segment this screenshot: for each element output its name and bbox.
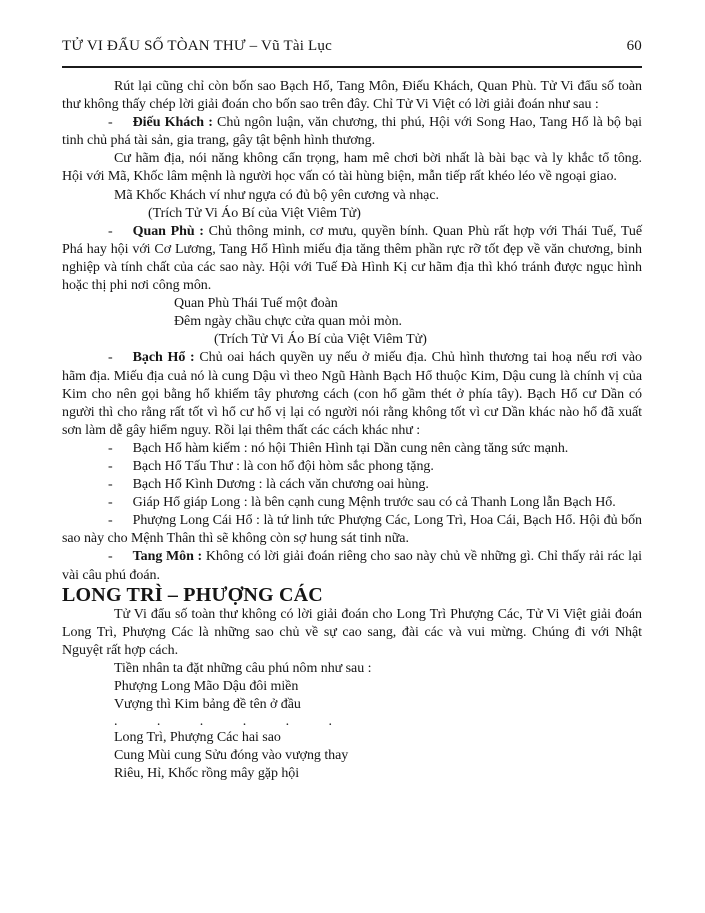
- verse-line: Riêu, Hỉ, Khốc rồng mây gặp hội: [114, 766, 300, 782]
- bullet-dash: -: [108, 495, 113, 511]
- paragraph: Cư hãm địa, nói năng không cẩn trọng, ham mê chơi bời nhất là bài bạc và ly khắc tổ tông. Hội với Mã, Khốc lâm mệnh là người học vấn có tài hùng biện, mẫn tiếp rất khéo léo về ngoại giao.: [62, 151, 642, 185]
- verse-line: Vượng thì Kim bảng đề tên ở đầu: [114, 697, 301, 713]
- bullet-dash: -: [108, 458, 113, 474]
- bullet-dash: -: [108, 477, 113, 493]
- bullet-label: Quan Phù :: [132, 223, 204, 239]
- bullet-text: Phượng Long Cái Hổ : là tứ linh tức Phượng Các, Long Trì, Hoa Cái, Bạch Hổ. Hội đủ bốn sao này cho Mệnh Thân thì sẽ không còn sợ hung sát tinh nữa.: [62, 513, 642, 547]
- paragraph: Tử Vi đẩu số toàn thư không có lời giải đoán cho Long Trì Phượng Các, Tử Vi Việt giải đoán Long Trì, Phượng Các là những sao chủ về sự cao sang, đài các và vui mừng. Chúng đi với Nhật Nguyệt rất hợp cách.: [62, 606, 642, 658]
- paragraph: Mã Khốc Khách ví như ngựa có đủ bộ yên cương và nhạc.: [114, 187, 439, 203]
- bullet-text: Chủ oai hách quyền uy nếu ở miếu địa. Chủ hình thương tai hoạ nếu rơi vào hãm địa. Miếu địa cuả nó là cung Dậu vì theo Ngũ Hành Bạch Hổ thuộc Kim, Dậu cung là chính vị của Kim cho nên gọi bằng hổ khiếm tây phương cách (con hổ gầm thét ở phía tây). Bạch Hổ cư Dần có người thì cho rằng rất tốt vì hổ cư hổ vị lại có người nói rằng không tốt vì cư Dần khác nào hổ đã xuất sơn làm dễ gây hiểm nguy. Rồi lại thêm thất các cách khác như :: [62, 350, 642, 438]
- bullet-item: [62, 440, 642, 458]
- bullet-dash: -: [108, 549, 113, 565]
- section-heading: LONG TRÌ – PHƯỢNG CÁC: [62, 583, 323, 606]
- bullet-dash: -: [108, 350, 113, 366]
- citation-line: (Trích Tử Vi Áo Bí của Việt Viêm Tử): [214, 332, 427, 348]
- bullet-text: Bạch Hổ Kình Dương : là cách văn chương oai hùng.: [132, 477, 429, 493]
- page-header: [62, 38, 642, 68]
- bullet-label: Tang Môn :: [132, 549, 203, 565]
- verse-line: Long Trì, Phượng Các hai sao: [114, 730, 281, 746]
- bullet-text: Chủ thông minh, cơ mưu, quyền bính. Quan Phù rất hợp với Thái Tuế, Tuế Phá hay hội với Cơ Lương, Tang Hổ Hình miếu địa tăng thêm phần rực rỡ tốt đẹp về văn chương, binh nghiệp và tính chất của các sao này. Hội với Tuế Đà Hình Kị cư hãm địa thì khó tránh được ngục hình hoặc thị phi nơi công môn.: [62, 223, 643, 294]
- bullet-text: Không có lời giải đoán riêng cho sao này chủ về những gì. Chỉ thấy rải rác lại vài câu phú đoán.: [62, 549, 642, 583]
- bullet-text: Bạch Hổ Tấu Thư : là con hổ đội hòm sắc phong tặng.: [132, 458, 434, 474]
- page-header-title: TỬ VI ĐẨU SỐ TÒAN THƯ – Vũ Tài Lục: [62, 38, 332, 54]
- bullet-dash: -: [108, 513, 113, 529]
- verse-line: Quan Phù Thái Tuế một đoàn: [174, 296, 338, 312]
- page-content: [62, 78, 642, 783]
- bullet-text: Bạch Hổ hàm kiếm : nó hội Thiên Hình tại Dần cung nên càng tăng sức mạnh.: [132, 440, 569, 456]
- bullet-dash: -: [108, 440, 113, 456]
- bullet-label: Bạch Hổ :: [132, 350, 195, 366]
- bullet-text: Chủ ngôn luận, văn chương, thi phú, Hội với Song Hao, Tang Hổ là bộ bại tinh chủ phá tài sản, gia trang, gây tật bệnh hình thương.: [62, 115, 642, 149]
- page-number: 60: [626, 38, 642, 54]
- dots-separator: . . . . . .: [114, 714, 332, 730]
- verse-line: Phượng Long Mão Dậu đôi miền: [114, 679, 299, 694]
- bullet-item: [62, 548, 642, 584]
- paragraph: Tiền nhân ta đặt những câu phú nôm như sau :: [114, 660, 372, 676]
- bullet-item: [62, 223, 642, 295]
- verse-line: Đêm ngày chầu chực cửa quan mỏi mòn.: [174, 314, 402, 330]
- bullet-item: [62, 494, 642, 512]
- bullet-item: [62, 476, 642, 494]
- bullet-item: [62, 349, 642, 439]
- bullet-label: Điếu Khách :: [132, 115, 213, 131]
- citation-line: (Trích Tử Vi Áo Bí của Việt Viêm Tử): [148, 205, 361, 221]
- paragraph: Rút lại cũng chỉ còn bốn sao Bạch Hổ, Tang Môn, Điếu Khách, Quan Phù. Tử Vi đẩu số toàn thư không thấy chép lời giải đoán cho bốn sao trên đây. Chỉ Tử Vi Việt có lời giải đoán như sau :: [62, 79, 642, 113]
- bullet-text: Giáp Hổ giáp Long : là bên cạnh cung Mệnh trước sau có cả Thanh Long lẫn Bạch Hổ.: [132, 495, 616, 511]
- bullet-item: [62, 114, 642, 150]
- bullet-item: [62, 458, 642, 476]
- bullet-dash: -: [108, 115, 113, 131]
- verse-line: Cung Mùi cung Sửu đóng vào vượng thay: [114, 748, 349, 764]
- bullet-item: [62, 512, 642, 548]
- bullet-dash: -: [108, 223, 113, 239]
